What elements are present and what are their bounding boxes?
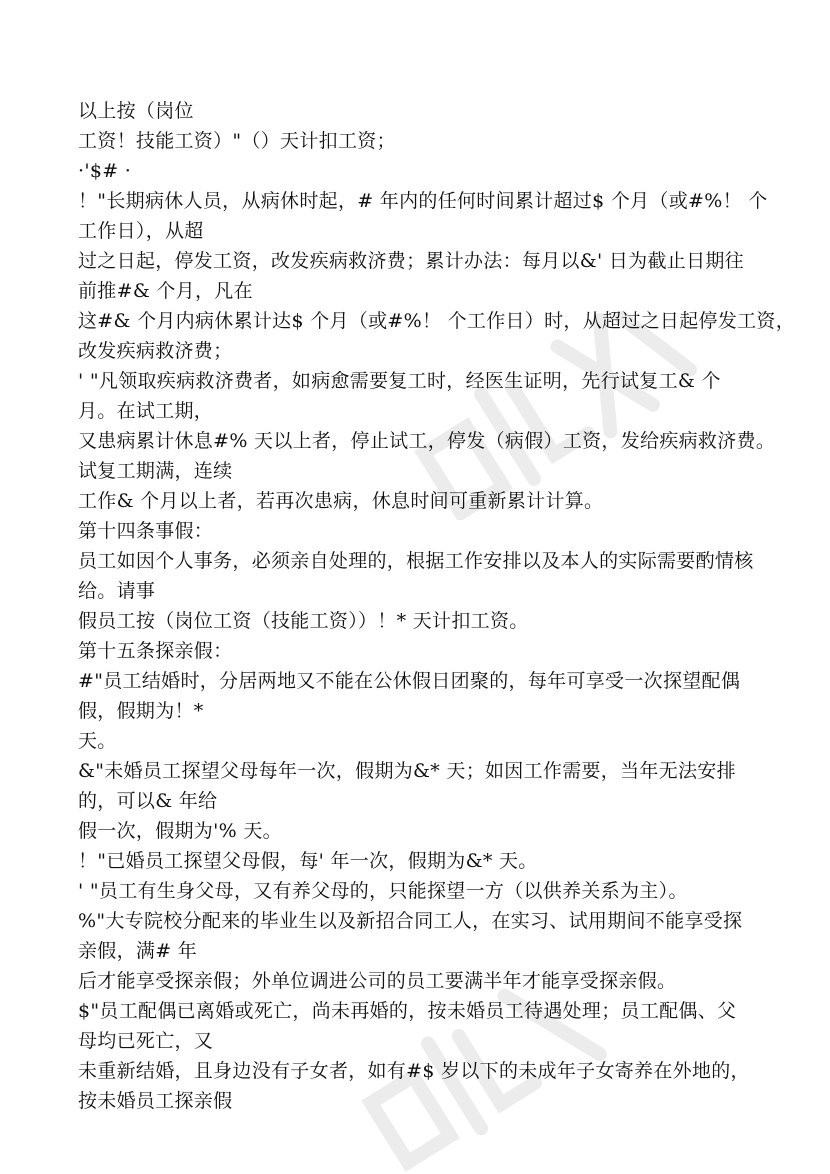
text-line: ' "凡领取疾病救济费者，如病愈需要复工时，经医生证明，先行试复工& 个 xyxy=(78,370,721,392)
text-line: 改发疾病救济费； xyxy=(78,340,233,362)
text-line: %"大专院校分配来的毕业生以及新招合同工人，在实习、试用期间不能享受探 xyxy=(78,910,743,932)
text-line: 未重新结婚，且身边没有子女者，如有#$ 岁以下的未成年子女寄养在外地的， xyxy=(78,1060,750,1082)
text-line: $"员工配偶已离婚或死亡，尚未再婚的，按未婚员工待遇处理；员工配偶、父 xyxy=(78,1000,737,1022)
text-line: ！"长期病休人员，从病休时起，# 年内的任何时间累计超过$ 个月（或#%！ 个 xyxy=(78,190,768,212)
text-line: 又患病累计休息#% 天以上者，停止试工，停发（病假）工资，发给疾病救济费。 xyxy=(78,430,776,452)
text-line: 前推#& 个月，凡在 xyxy=(78,280,253,302)
text-line: 工作& 个月以上者，若再次患病，休息时间可重新累计计算。 xyxy=(78,490,604,512)
text-line: ！"已婚员工探望父母假，每' 年一次，假期为&* 天。 xyxy=(78,850,538,872)
text-line: 月。在试工期， xyxy=(78,400,214,422)
text-line: 后才能享受探亲假；外单位调进公司的员工要满半年才能享受探亲假。 xyxy=(78,970,677,992)
section-heading: 第十四条事假： xyxy=(78,520,214,542)
text-line: 过之日起，停发工资，改发疾病救济费；累计办法：每月以&' 日为截止日期往 xyxy=(78,250,744,272)
text-line: 以上按（岗位 xyxy=(78,100,194,122)
text-line: 工作日），从超 xyxy=(78,220,204,242)
text-line: 亲假，满# 年 xyxy=(78,940,198,962)
text-line: 假一次，假期为'% 天。 xyxy=(78,820,282,842)
text-line: ' "员工有生身父母，又有养父母的，只能探望一方（以供养关系为主）。 xyxy=(78,880,688,902)
text-line: #"员工结婚时，分居两地又不能在公休假日团聚的，每年可享受一次探望配偶 xyxy=(78,670,741,692)
section-heading: 第十五条探亲假： xyxy=(78,640,233,662)
text-line: ·'$# · xyxy=(78,160,132,182)
text-line: &"未婚员工探望父母每年一次，假期为&* 天；如因工作需要，当年无法安排 xyxy=(78,760,736,782)
text-line: 假，假期为！* xyxy=(78,700,204,722)
text-line: 这#& 个月内病休累计达$ 个月（或#%！ 个工作日）时，从超过之日起停发工资， xyxy=(78,310,796,332)
text-line: 员工如因个人事务，必须亲自处理的，根据工作安排以及本人的实际需要酌情核 xyxy=(78,550,754,572)
text-line: 试复工期满，连续 xyxy=(78,460,233,482)
text-line: 的，可以& 年给 xyxy=(78,790,218,812)
text-line: 天。 xyxy=(78,730,117,752)
text-line: 工资！技能工资）"（）天计扣工资； xyxy=(78,130,396,152)
text-line: 给。请事 xyxy=(78,580,156,602)
text-line: 母均已死亡，又 xyxy=(78,1030,214,1052)
text-line: 假员工按（岗位工资（技能工资））！* 天计扣工资。 xyxy=(78,610,529,632)
text-line: 按未婚员工探亲假 xyxy=(78,1090,233,1112)
document-body xyxy=(78,96,796,1116)
